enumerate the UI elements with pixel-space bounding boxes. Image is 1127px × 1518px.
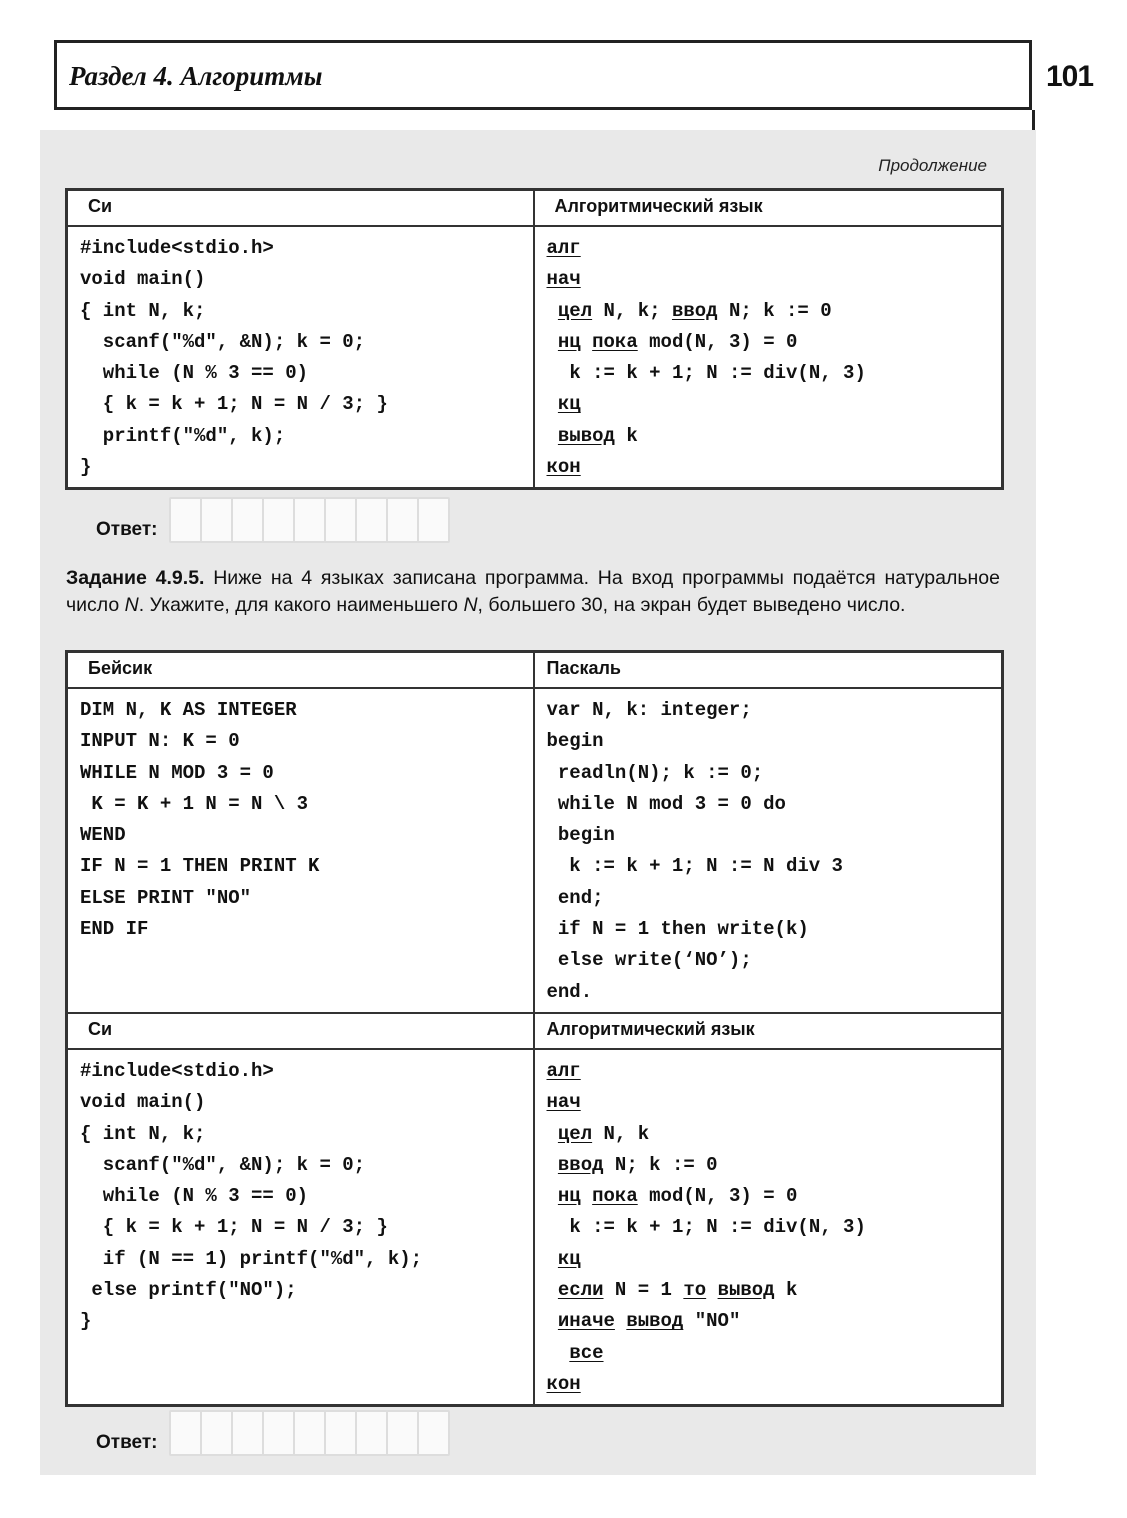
task-variable: N — [463, 593, 478, 616]
code-line: кц — [557, 393, 581, 416]
code-line: нц пока mod(N, 3) = 0 — [557, 330, 798, 353]
code-line: scanf("%d", &N); k = 0; — [80, 330, 366, 353]
code-line: цел N, k — [557, 1122, 650, 1145]
column-header-algo: Алгоритмический язык — [534, 1013, 1003, 1049]
code-line: printf("%d", k); — [80, 424, 286, 447]
code-line: end; — [546, 886, 604, 909]
code-line: else printf("NO"); — [80, 1279, 297, 1302]
code-line: DIM N, K AS INTEGER — [80, 699, 297, 721]
answer-cell[interactable] — [355, 1410, 388, 1456]
answer-cell[interactable] — [169, 497, 202, 543]
code-line: end. — [546, 980, 593, 1003]
code-line: WHILE N MOD 3 = 0 — [80, 761, 274, 784]
page-number: 101 — [1046, 60, 1094, 93]
answer-cell[interactable] — [355, 497, 388, 543]
code-line: #include<stdio.h> — [80, 1059, 274, 1082]
code-line: IF N = 1 THEN PRINT K — [80, 855, 320, 878]
answer-cell[interactable] — [169, 1410, 202, 1456]
code-line: if N = 1 then write(k) — [546, 918, 809, 941]
section-header — [54, 40, 1032, 110]
code-cell-algo — [534, 1049, 1003, 1406]
code-line: var N, k: integer; — [546, 699, 752, 721]
task-text: Ниже на 4 языках записана программа. На вход программы подаётся натуральное число — [66, 567, 1000, 616]
code-line: иначе вывод "NO" — [557, 1310, 741, 1333]
answer-label: Ответ: — [96, 1432, 158, 1453]
code-cell-algo — [534, 226, 1003, 489]
answer-cell[interactable] — [293, 497, 326, 543]
code-cell-c — [67, 226, 534, 489]
task-number: Задание 4.9.5. — [66, 567, 205, 589]
answer-cell[interactable] — [293, 1410, 326, 1456]
code-table-2 — [65, 650, 1004, 1407]
code-line: if (N == 1) printf("%d", k); — [80, 1247, 423, 1270]
code-line: кон — [546, 1372, 581, 1395]
task-variable: N — [124, 593, 139, 616]
answer-row-1 — [96, 497, 448, 543]
code-line: k := k + 1; N := div(N, 3) — [569, 1216, 866, 1239]
answer-cell[interactable] — [262, 497, 295, 543]
answer-label: Ответ: — [96, 519, 158, 540]
code-line: } — [80, 456, 92, 479]
column-header-basic: Бейсик — [67, 652, 534, 689]
answer-input-1[interactable] — [169, 497, 448, 543]
code-line: алг — [546, 237, 581, 259]
code-cell-pascal — [534, 688, 1003, 1013]
code-line: END IF — [80, 918, 149, 941]
code-line: else write(‘NO’); — [546, 949, 752, 972]
code-line: scanf("%d", &N); k = 0; — [80, 1153, 366, 1176]
answer-cell[interactable] — [200, 1410, 233, 1456]
task-statement — [66, 565, 1000, 618]
code-line: k := k + 1; N := N div 3 — [546, 855, 843, 878]
answer-cell[interactable] — [231, 1410, 264, 1456]
column-header-c: Си — [67, 1013, 534, 1049]
code-cell-c — [67, 1049, 534, 1406]
code-line: все — [569, 1341, 604, 1364]
code-table-1 — [65, 188, 1004, 490]
answer-cell[interactable] — [231, 497, 264, 543]
code-cell-basic — [67, 688, 534, 1013]
task-text: . Укажите, для какого наименьшего — [138, 593, 464, 616]
code-line: кон — [546, 456, 581, 479]
code-line: ELSE PRINT "NO" — [80, 886, 252, 909]
code-line: если N = 1 то вывод k — [557, 1279, 798, 1302]
code-line: { int N, k; — [80, 1122, 206, 1145]
code-line: readln(N); k := 0; — [546, 761, 764, 784]
code-line: } — [80, 1310, 92, 1333]
code-line: ввод N; k := 0 — [557, 1153, 718, 1176]
code-line: begin — [546, 824, 615, 847]
code-line: нач — [546, 1091, 581, 1114]
code-line: #include<stdio.h> — [80, 237, 274, 259]
code-line: begin — [546, 730, 604, 753]
continuation-label: Продолжение — [878, 156, 987, 175]
code-line: while N mod 3 = 0 do — [546, 792, 786, 815]
answer-row-2 — [96, 1410, 448, 1456]
code-line: void main() — [80, 268, 206, 291]
column-header-c: Си — [67, 190, 534, 227]
code-line: { k = k + 1; N = N / 3; } — [80, 1216, 388, 1239]
code-line: { k = k + 1; N = N / 3; } — [80, 393, 388, 416]
code-line: K = K + 1 N = N \ 3 — [80, 792, 309, 815]
answer-cell[interactable] — [386, 1410, 419, 1456]
answer-cell[interactable] — [324, 497, 357, 543]
code-line: цел N, k; ввод N; k := 0 — [557, 299, 832, 322]
code-line: while (N % 3 == 0) — [80, 1185, 309, 1208]
answer-cell[interactable] — [262, 1410, 295, 1456]
code-line: кц — [557, 1247, 581, 1270]
code-line: вывод k — [557, 424, 638, 447]
code-line: void main() — [80, 1091, 206, 1114]
task-text: , большего 30, на экран будет выведено число. — [477, 593, 906, 616]
code-line: нач — [546, 268, 581, 291]
code-line: while (N % 3 == 0) — [80, 362, 309, 385]
answer-cell[interactable] — [417, 497, 450, 543]
answer-cell[interactable] — [386, 497, 419, 543]
column-header-pascal: Паскаль — [534, 652, 1003, 689]
answer-cell[interactable] — [200, 497, 233, 543]
answer-cell[interactable] — [324, 1410, 357, 1456]
code-line: k := k + 1; N := div(N, 3) — [569, 362, 866, 385]
code-line: WEND — [80, 824, 126, 847]
answer-input-2[interactable] — [169, 1410, 448, 1456]
answer-cell[interactable] — [417, 1410, 450, 1456]
code-line: { int N, k; — [80, 299, 206, 322]
code-line: нц пока mod(N, 3) = 0 — [557, 1185, 798, 1208]
code-line: INPUT N: K = 0 — [80, 730, 240, 753]
section-title: Раздел 4. Алгоритмы — [69, 61, 323, 91]
column-header-algo: Алгоритмический язык — [534, 190, 1003, 227]
code-line: алг — [546, 1059, 581, 1082]
